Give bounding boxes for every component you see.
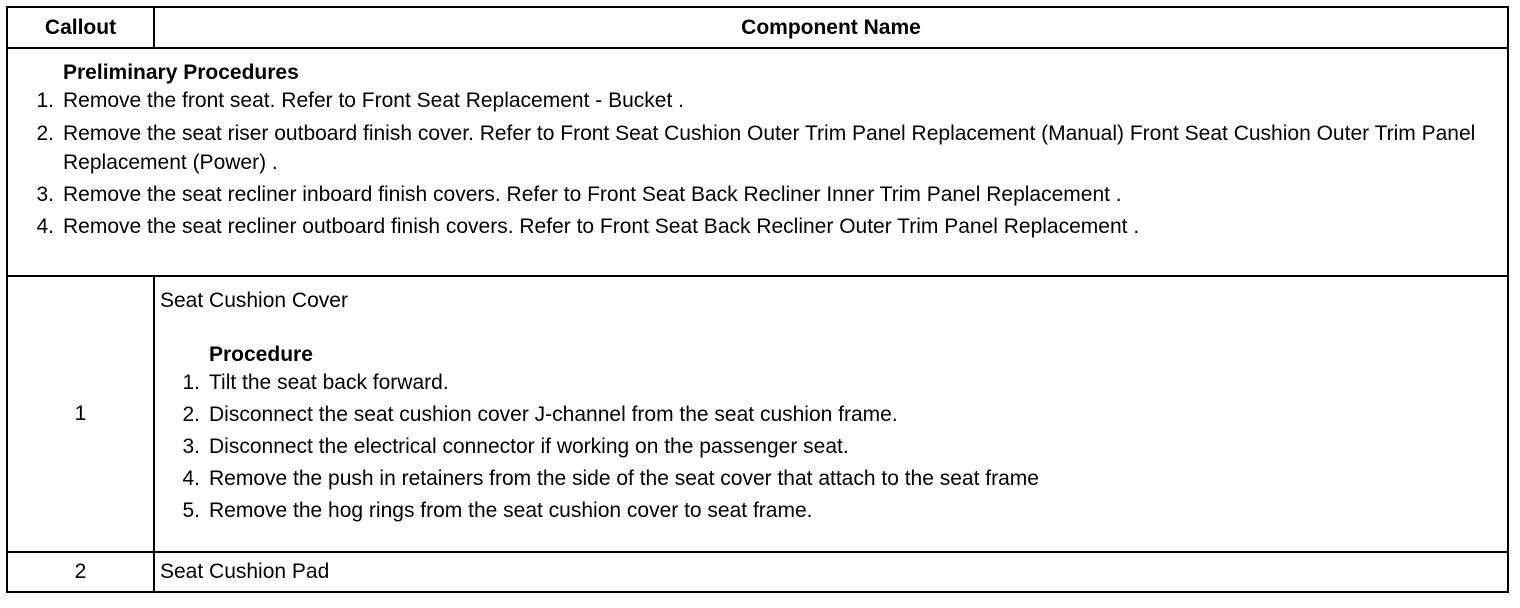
list-item [8, 179, 1507, 211]
table-row [7, 276, 1508, 552]
step-number: 4. [36, 215, 54, 238]
component-cell [154, 276, 1508, 552]
step-text: Disconnect the electrical connector if working on the passenger seat. [209, 435, 849, 458]
preliminary-title: Preliminary Procedures [63, 61, 299, 84]
list-item [8, 85, 1507, 117]
list-item [8, 117, 1507, 179]
procedure-steps [155, 367, 1507, 527]
step-text: Tilt the seat back forward. [209, 371, 449, 394]
list-item [155, 399, 1507, 431]
step-text: Remove the seat riser outboard finish cover. Refer to Front Seat Cushion Outer Trim Panel Replacement (Manual) Front Seat Cushion Outer Trim Panel Replacement (Power) . [63, 122, 1476, 174]
step-number: 5. [182, 499, 200, 522]
table-header-row [7, 7, 1508, 48]
list-item [155, 367, 1507, 399]
step-number: 2. [36, 122, 54, 145]
preliminary-steps [8, 85, 1507, 243]
list-item [155, 463, 1507, 495]
header-component-name: Component Name [154, 7, 1508, 48]
step-text: Remove the hog rings from the seat cushion cover to seat frame. [209, 499, 813, 522]
step-number: 3. [36, 183, 54, 206]
list-item [155, 495, 1507, 527]
callout-cell: 2 [7, 552, 154, 592]
step-text: Remove the push in retainers from the side of the seat cover that attach to the seat frame [209, 467, 1039, 490]
step-text: Remove the seat recliner inboard finish covers. Refer to Front Seat Back Recliner Inner Trim Panel Replacement . [63, 183, 1122, 206]
step-number: 1. [182, 371, 200, 394]
table-row [7, 552, 1508, 592]
header-callout: Callout [7, 7, 154, 48]
callout-cell: 1 [7, 276, 154, 552]
list-item [155, 431, 1507, 463]
list-item [8, 211, 1507, 243]
component-name: Seat Cushion Cover [160, 289, 348, 312]
preliminary-cell [7, 48, 1508, 276]
component-name: Seat Cushion Pad [154, 552, 1508, 592]
step-text: Disconnect the seat cushion cover J-channel from the seat cushion frame. [209, 403, 898, 426]
component-table [6, 6, 1509, 593]
step-number: 4. [182, 467, 200, 490]
step-text: Remove the front seat. Refer to Front Seat Replacement - Bucket . [63, 89, 684, 112]
step-text: Remove the seat recliner outboard finish covers. Refer to Front Seat Back Recliner Outer Trim Panel Replacement . [63, 215, 1140, 238]
step-number: 1. [36, 89, 54, 112]
preliminary-row [7, 48, 1508, 276]
step-number: 2. [182, 403, 200, 426]
step-number: 3. [182, 435, 200, 458]
procedure-title: Procedure [209, 343, 313, 366]
